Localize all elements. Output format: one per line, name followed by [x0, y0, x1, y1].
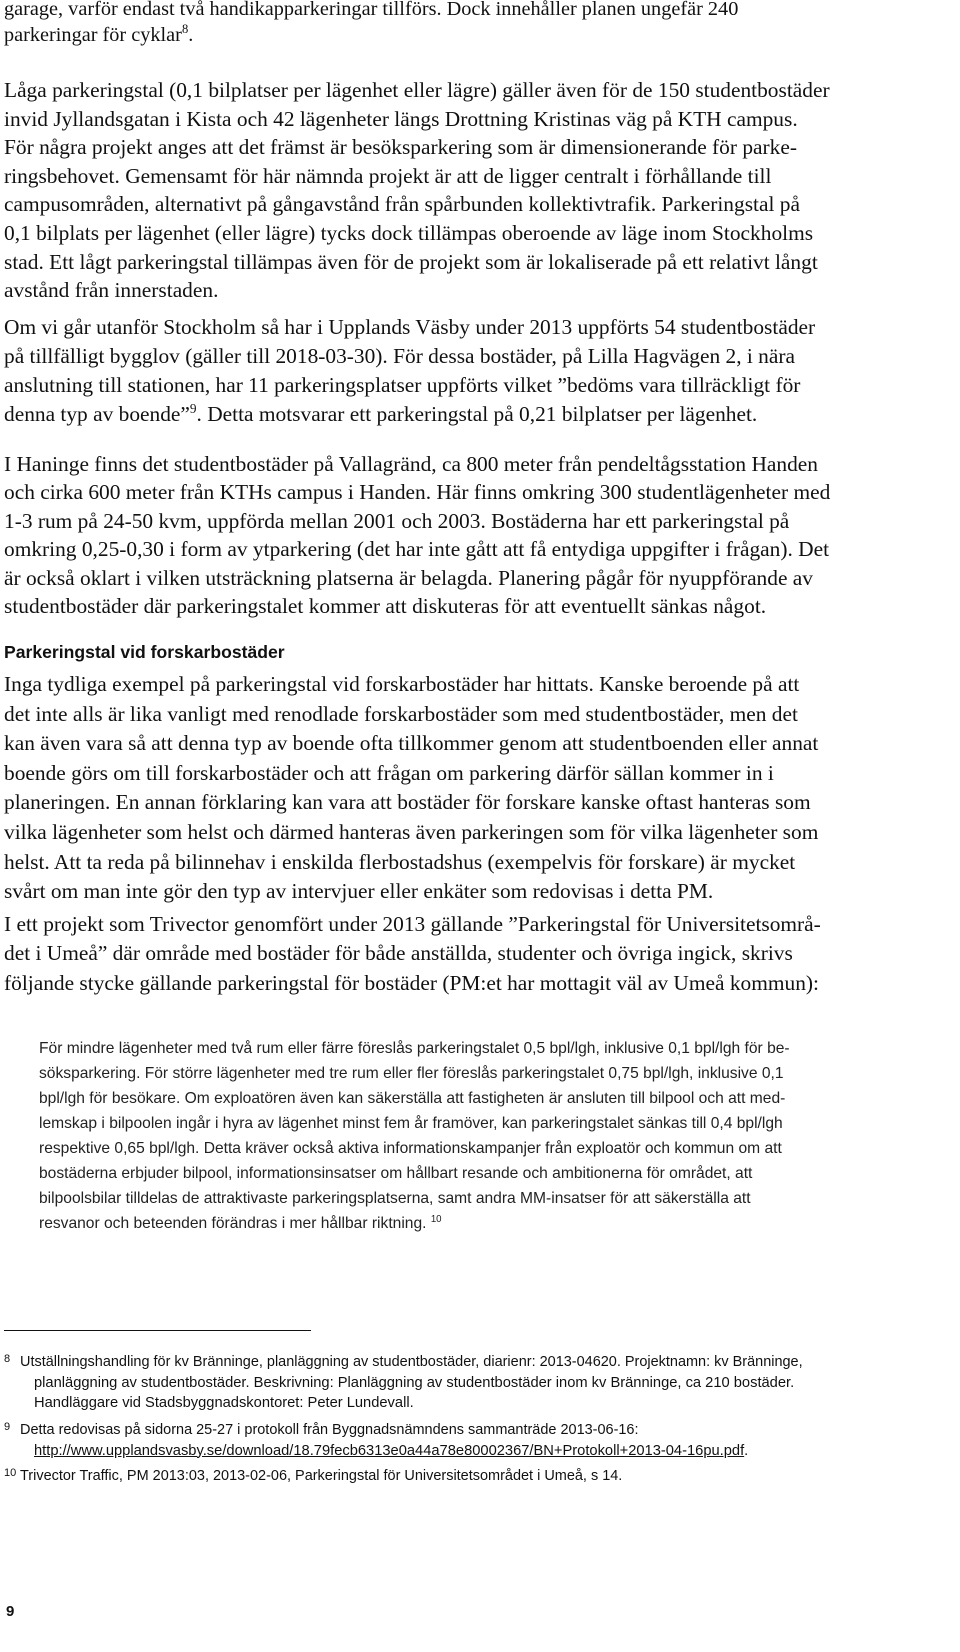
footnote-8	[4, 1352, 939, 1414]
text-line: vilka lägenheter som helst och därmed hanteras även parkeringen som för vilka lägenheter som	[4, 819, 819, 844]
paragraph-low-parking-ratios	[4, 76, 939, 305]
text-line: svårt om man inte gör den typ av intervjuer eller enkäter som redovisas i detta PM.	[4, 879, 714, 904]
footnote-line: Utställningshandling för kv Bränninge, planläggning av studentbostäder, diarienr: 2013-04620. Projektnamn: kv Bränninge,	[20, 1354, 803, 1370]
text-line: Om vi går utanför Stockholm så har i Upplands Väsby under 2013 uppförts 54 studentbostäder	[4, 315, 816, 339]
footnote-line: Trivector Traffic, PM 2013:03, 2013-02-06, Parkeringstal för Universitetsområdet i Umeå, s 14.	[20, 1468, 623, 1484]
text-line: Låga parkeringstal (0,1 bilplatser per lägenhet eller lägre) gäller även för de 150 studentbostäder	[4, 78, 830, 102]
text-line: I Haninge finns det studentbostäder på Vallagränd, ca 800 meter från pendeltågsstation Handen	[4, 452, 818, 476]
page-number: 9	[6, 1603, 15, 1620]
text-line: det inte alls är lika vanligt med renodlade forskarbostäder som med studentbostäder, men det	[4, 701, 798, 726]
text-line: Inga tydliga exempel på parkeringstal vid forskarbostäder har hittats. Kanske beroende på att	[4, 672, 800, 696]
text-line: planeringen. En annan förklaring kan vara att bostäder för forskare kanske oftast hanteras som	[4, 790, 811, 815]
text-segment: .	[188, 24, 194, 47]
paragraph-researcher-housing	[4, 670, 939, 907]
footnote-number: 10	[4, 1467, 17, 1479]
footnote-line: Detta redovisas på sidorna 25-27 i protokoll från Byggnadsnämndens sammanträde 2013-06-16:	[20, 1422, 639, 1438]
footnote-line: planläggning av studentbostäder. Beskrivning: Planläggning av studentbostäder inom kv Bränninge, ca 210 bostäder.	[34, 1374, 795, 1391]
text-line: på tillfälligt bygglov (gäller till 2018-03-30). För dessa bostäder, på Lilla Hagvägen 2, i nära	[4, 344, 795, 369]
text-line: campusområden, alternativt på gångavstånd från spårbunden kollektivtrafik. Parkeringstal på	[4, 192, 800, 217]
text-line: I ett projekt som Trivector genomfört under 2013 gällande ”Parkeringstal för Universitetsområ-	[4, 912, 821, 936]
footnote-ref-8[interactable]: 8	[181, 22, 189, 37]
text-segment: denna typ av boende”	[4, 402, 190, 427]
text-segment: . Detta motsvarar ett parkeringstal på 0,21 bilplatser per lägenhet.	[196, 402, 758, 427]
footnote-ref-10[interactable]: 10	[430, 1213, 442, 1225]
block-quote	[39, 1036, 939, 1236]
footnote-number: 8	[4, 1353, 11, 1365]
footnote-ref-9[interactable]: 9	[189, 401, 197, 417]
text-line: boende görs om till forskarbostäder och att frågan om parkering därför sällan kommer in i	[4, 760, 774, 785]
quote-line: bostäderna erbjuder bilpool, informationsinsatser om hållbart resande och ambitionerna för området, att	[39, 1165, 753, 1182]
text-line: studentbostäder där parkeringstalet kommer att diskuteras för att eventuellt sänkas något.	[4, 594, 767, 619]
text-line: 0,1 bilplats per lägenhet (eller lägre) tycks dock tillämpas oberoende av läge inom Stockholms	[4, 220, 814, 245]
footnote-text	[4, 1352, 939, 1414]
text-line: anslutning till stationen, har 11 parkeringsplatser uppförts vilket ”bedöms vara tillräckligt för	[4, 373, 801, 398]
footnote-separator	[4, 1330, 311, 1331]
paragraph-upplands-vasby	[4, 313, 939, 429]
quote-line: söksparkering. För större lägenheter med tre rum eller fler föreslås parkeringstalet 0,75 bpl/lgh, inklusive 0,1	[39, 1065, 784, 1082]
paragraph-continuation	[4, 0, 939, 49]
quote-line: bpl/lgh för besökare. Om exploatören även kan säkerställa att fastigheten är ansluten till bilpool och att med-	[39, 1090, 786, 1107]
text-line: omkring 0,25-0,30 i form av ytparkering (det har inte gått att få entydiga uppgifter i frågan). Det	[4, 537, 830, 562]
text-line: garage, varför endast två handikapparkeringar tillförs. Dock innehåller planen ungefär 240	[4, 0, 739, 20]
footnote-10	[4, 1466, 939, 1487]
text-line: helst. Att ta reda på bilinnehav i enskilda flerbostadshus (exempelvis för forskare) är mycket	[4, 849, 796, 874]
footnote-number: 9	[4, 1421, 11, 1433]
text-segment: parkeringar för cyklar	[4, 24, 182, 47]
quote-line	[39, 1211, 939, 1236]
footnote-text	[4, 1420, 939, 1461]
text-segment: resvanor och beteenden förändras i mer hållbar riktning.	[39, 1215, 427, 1232]
text-line: stad. Ett lågt parkeringstal tillämpas även för de projekt som är lokaliserade på ett relativt långt	[4, 249, 818, 274]
section-heading: Parkeringstal vid forskarbostäder	[4, 642, 285, 662]
text-line: ringsbehovet. Gemensamt för här nämnda projekt är att de ligger centralt i förhållande till	[4, 163, 772, 188]
text-line: det i Umeå” där område med bostäder för både anställda, studenter och övriga ingick, skrivs	[4, 941, 793, 966]
text-line: följande stycke gällande parkeringstal för bostäder (PM:et har mottagit väl av Umeå kommun):	[4, 970, 819, 995]
text-line: och cirka 600 meter från KTHs campus i Handen. Här finns omkring 300 studentlägenheter med	[4, 480, 831, 505]
text-line	[4, 400, 939, 429]
text-line: kan även vara så att denna typ av boende ofta tillkommer genom att studentboenden eller annat	[4, 731, 819, 756]
footnote-link[interactable]: http://www.upplandsvasby.se/download/18.79fecb6313e0a44a78e80002367/BN+Protokoll+2013-04-16pu.pdf	[34, 1442, 745, 1459]
footnote-line: Handläggare vid Stadsbyggnadskontoret: Peter Lundevall.	[34, 1395, 414, 1411]
text-line: invid Jyllandsgatan i Kista och 42 lägenheter längs Drottning Kristinas väg på KTH campus.	[4, 106, 798, 131]
paragraph-trivector-project	[4, 910, 939, 998]
quote-line: lemskap i bilpoolen ingår i hyra av lägenhet minst fem år framöver, kan parkeringstalet sänkas till 0,4 bpl/lgh	[39, 1115, 783, 1132]
text-line: 1-3 rum på 24-50 kvm, uppförda mellan 2001 och 2003. Bostäderna har ett parkeringstal på	[4, 508, 790, 533]
text-line	[4, 22, 939, 48]
paragraph-haninge	[4, 450, 939, 620]
text-line: avstånd från innerstaden.	[4, 278, 219, 303]
footnote-9	[4, 1420, 939, 1461]
quote-line: respektive 0,65 bpl/lgh. Detta kräver också aktiva informationskampanjer från exploatör och kommun om att	[39, 1140, 782, 1157]
text-line: För några projekt anges att det främst är besöksparkering som är dimensionerande för parke-	[4, 135, 797, 160]
quote-line: bilpoolsbilar tilldelas de attraktivaste parkeringsplatserna, samt andra MM-insatser för att säkerställa att	[39, 1190, 751, 1207]
text-line: är också oklart i vilken utsträckning platserna är belagda. Planering pågår för nyuppförande av	[4, 565, 813, 590]
footnote-line	[34, 1441, 939, 1462]
quote-line: För mindre lägenheter med två rum eller färre föreslås parkeringstalet 0,5 bpl/lgh, inklusive 0,1 bpl/lgh för be-	[39, 1040, 790, 1057]
footnote-text	[4, 1466, 939, 1487]
text-segment: .	[744, 1442, 749, 1459]
